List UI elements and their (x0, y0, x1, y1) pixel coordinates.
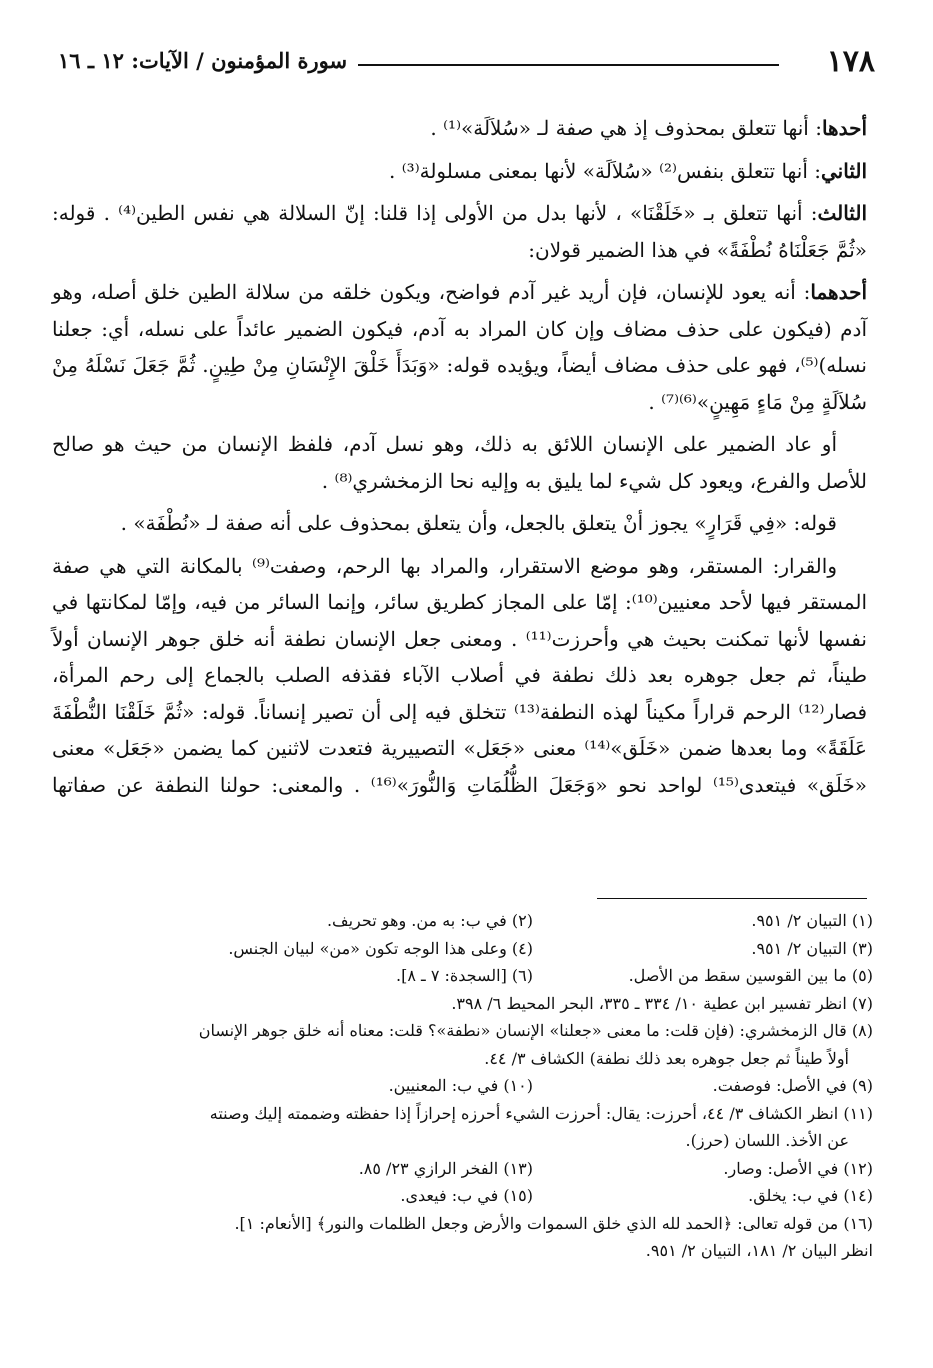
keyword: الثاني (820, 158, 867, 183)
footnote: (٦) [السجدة: ٧ ـ ٨]. (396, 966, 533, 985)
footnote: (١٤) في ب: يخلق. (748, 1186, 873, 1205)
footnote-row (48, 990, 873, 1018)
footnote-row (48, 1100, 873, 1155)
footnote: (١٣) الفخر الرازي ٢٣/ ٨٥. (358, 1158, 533, 1178)
footnote: (١٢) في الأصل: وصار. (723, 1158, 873, 1178)
header-rule (358, 64, 779, 66)
paragraph-text: : أنها تتعلق بمحذوف إذ هي صفة لـ «سُلاَلَة»⁽¹⁾ . (430, 116, 822, 140)
paragraph (52, 195, 867, 268)
footnote: (٣) التبيان ٢/ ٩٥١. (751, 938, 873, 958)
running-title: سورة المؤمنون / الآيات: ١٢ ـ ١٦ (58, 48, 348, 73)
paragraph (52, 274, 867, 420)
footnote-row (48, 1072, 873, 1100)
footnote-continuation: عن الأخذ. اللسان (حرز). (685, 1131, 849, 1150)
paragraph (52, 110, 867, 147)
paragraph-text: أو عاد الضمير على الإنسان اللائق به ذلك، وهو نسل آدم، فلفظ الإنسان من حيث هو صالح للأصل والفرع، ويعود كل شيء لما يليق به وإليه نحا الزمخشري⁽⁸⁾ . (52, 432, 867, 493)
paragraph-text: : أنها تتعلق بـ «خَلَقْنَا» ، لأنها بدل من الأولى إذا قلنا: إنّ السلالة هي نفس الطين⁽⁴⁾ . قوله: «ثُمَّ جَعَلْنَاهُ نُطْفَةً» في هذا الضمير قولان: (52, 201, 867, 262)
footnote: (١٦) من قوله تعالى: ﴿الحمد لله الذي خلق السموات والأرض وجعل الظلمات والنور﴾ [الأنعام: ١]. (234, 1213, 873, 1233)
footnote: (٤) وعلى هذا الوجه تكون «من» لبيان الجنس. (228, 938, 533, 958)
keyword: أحدهما (810, 280, 867, 304)
paragraph-text: : أنها تتعلق بنفس⁽²⁾ «سُلاَلَة» لأنها بمعنى مسلولة⁽³⁾ . (389, 158, 821, 183)
paragraph-text: والقرار: المستقر، وهو موضع الاستقرار، والمراد بها الرحم، وصفت⁽⁹⁾ بالمكانة التي هي صفة المستقر فيها لأحد معنيين⁽¹⁰⁾: إمّا على المجاز كطريق سائر، وإنما السائر من فيه، وإمّا لمكانتها في نفسها لأنها تمكنت بحيث هي وأحرزت⁽¹¹⁾ . ومعنى جعل الإنسان نطفة أنه خلق جوهر الإنسان أولاً طيناً، ثم جعل جوهره بعد ذلك نطفة في أصلاب الآباء فقذفه الصلب بالجماع إلى رحم المرأة، فصار⁽¹²⁾ الرحم قراراً مكيناً لهذه النطفة⁽¹³⁾ تتخلق فيه إلى أن تصير إنساناً. قوله: «ثُمَّ خَلَقْنَا النُّطْفَةَ عَلَقَةً» وما بعدها ضمن «خَلَق»⁽¹⁴⁾ معنى «جَعَل» التصييرية فتعدت لاثنين كما يضمن «جَعَل» معنى «خَلَق» فيتعدى⁽¹⁵⁾ لواحد نحو «وَجَعَلَ الظُّلُمَاتِ وَالنُّورَ»⁽¹⁶⁾ . والمعنى: حولنا النطفة عن صفاتها (52, 553, 868, 797)
keyword: أحدها (821, 116, 867, 140)
page-header (58, 40, 875, 80)
footnote-row (48, 1182, 873, 1210)
footnote: (٨) قال الزمخشري: (فإن قلت: ما معنى «جعلنا» الإنسان «نطفة»؟ قلت: معناه أنه خلق جوهر الإنسان (198, 1021, 873, 1040)
paragraph (52, 426, 867, 499)
footnote: (١٠) في ب: المعنيين. (388, 1076, 533, 1095)
footnote-continuation: انظر البيان ٢/ ١٨١، التبيان ٢/ ٩٥١. (645, 1241, 873, 1260)
paragraph (52, 548, 867, 804)
paragraph-text: قوله: «فِي قَرَارٍ» يجوز أنْ يتعلق بالجعل، وأن يتعلق بمحذوف على أنه صفة لـ «نُطْفَة» . (120, 511, 837, 535)
footnote-row (48, 962, 873, 990)
footnote: (١١) انظر الكشاف ٣/ ٤٤، أحرزت: يقال: أحرزت الشيء أحرزه إحرازاً إذا حفظته وضممته إليك وصنته (209, 1103, 873, 1123)
footnote: (٥) ما بين القوسين سقط من الأصل. (628, 966, 873, 985)
footnote-continuation: أولاً طيناً ثم جعل جوهره بعد ذلك نطفة) الكشاف ٣/ ٤٤. (484, 1048, 849, 1068)
footnote-row (48, 1210, 873, 1265)
paragraph (52, 153, 867, 190)
footnote: (٢) في ب: به من. وهو تحريف. (326, 911, 533, 930)
footnote-row (48, 935, 873, 963)
page-number: ١٧٨ (826, 44, 875, 79)
footnote: (١٥) في ب: فيعدى. (400, 1186, 533, 1205)
footnotes (48, 907, 873, 1265)
footnote-row (48, 907, 873, 935)
footnote: (٧) انظر تفسير ابن عطية ١٠/ ٣٣٤ ـ ٣٣٥، البحر المحيط ٦/ ٣٩٨. (451, 993, 873, 1013)
footnote-row (48, 1017, 873, 1072)
paragraph (52, 505, 867, 542)
footnote-row (48, 1155, 873, 1183)
footnote-separator (597, 898, 867, 899)
footnote: (٩) في الأصل: فوصفت. (712, 1076, 873, 1095)
keyword: الثالث (817, 201, 867, 225)
main-text (52, 110, 867, 809)
footnote: (١) التبيان ٢/ ٩٥١. (751, 911, 873, 930)
paragraph-text: : أنه يعود للإنسان، فإن أريد غير آدم فواضح، ويكون خلقه من سلالة الطين خلق أصله، وهو آدم (فيكون على حذف مضاف وإن كان المراد به آدم، فيكون الضمير عائداً على نسله، أي: جعلنا نسله)⁽⁵⁾، فهو على حذف مضاف أيضاً، ويؤيده قوله: «وَبَدَأَ خَلْقَ الإِنْسَانِ مِنْ طِينٍ. ثُمَّ جَعَلَ نَسْلَهُ مِنْ سُلاَلَةٍ مِنْ مَاءٍ مَهِينٍ»⁽⁶⁾⁽⁷⁾ . (52, 280, 867, 414)
